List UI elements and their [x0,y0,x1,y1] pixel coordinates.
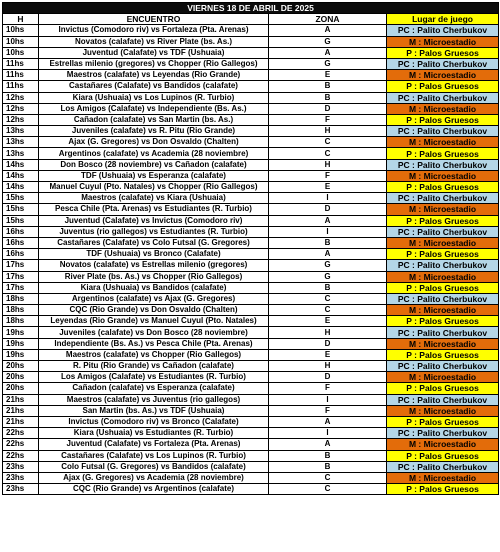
table-row [3,450,499,461]
match-teams: CQC (Rio Grande) vs Don Osvaldo (Chalten) [39,305,269,316]
match-teams: Juventus (rio gallegos) vs Estudiantes (R. Turbio) [39,226,269,237]
match-zone: I [269,226,387,237]
match-time: 15hs [3,193,39,204]
match-zone: H [269,126,387,137]
match-zone: B [269,92,387,103]
match-venue: PC : Palito Cherbukov [387,193,499,204]
table-row [3,70,499,81]
match-teams: Cañadon (calafate) vs Esperanza (calafate) [39,383,269,394]
table-row [3,416,499,427]
match-teams: Los Amigos (Calafate) vs Estudiantes (R. Turbio) [39,372,269,383]
match-zone: C [269,137,387,148]
match-teams: Ajax (G. Gregores) vs Don Osvaldo (Chalten) [39,137,269,148]
match-time: 14hs [3,159,39,170]
match-teams: TDF (Ushuaia) vs Esperanza (calafate) [39,170,269,181]
match-time: 11hs [3,58,39,69]
match-time: 22hs [3,450,39,461]
match-time: 23hs [3,484,39,495]
match-zone: G [269,36,387,47]
header-lugar: Lugar de juego [387,14,499,25]
match-venue: PC : Palito Cherbukov [387,92,499,103]
match-zone: D [269,338,387,349]
match-time: 16hs [3,237,39,248]
match-teams: Manuel Cuyul (Pto. Natales) vs Chopper (Rio Gallegos) [39,182,269,193]
match-venue: P : Palos Gruesos [387,416,499,427]
fixture-sheet [2,2,499,495]
match-time: 11hs [3,81,39,92]
match-zone: A [269,215,387,226]
table-row [3,193,499,204]
match-time: 13hs [3,126,39,137]
match-teams: Maestros (calafate) vs Kiara (Ushuaia) [39,193,269,204]
match-venue: P : Palos Gruesos [387,383,499,394]
match-teams: Kiara (Ushuaia) vs Los Lupinos (R. Turbio) [39,92,269,103]
match-venue: P : Palos Gruesos [387,249,499,260]
match-venue: P : Palos Gruesos [387,114,499,125]
table-row [3,472,499,483]
table-row [3,159,499,170]
match-zone: G [269,260,387,271]
match-venue: M : Microestadio [387,103,499,114]
match-time: 18hs [3,293,39,304]
match-venue: P : Palos Gruesos [387,81,499,92]
match-time: 20hs [3,383,39,394]
table-row [3,58,499,69]
match-venue: PC : Palito Cherbukov [387,159,499,170]
table-row [3,361,499,372]
match-teams: Cañadon (calafate) vs San Martin (bs. As.) [39,114,269,125]
header-encuentro: ENCUENTRO [39,14,269,25]
table-row [3,439,499,450]
match-venue: PC : Palito Cherbukov [387,428,499,439]
table-row [3,249,499,260]
match-time: 15hs [3,215,39,226]
match-teams: Ajax (G. Gregores) vs Academia (28 noviembre) [39,472,269,483]
match-teams: Pesca Chile (Pta. Arenas) vs Estudiantes (R. Turbio) [39,204,269,215]
table-row [3,103,499,114]
match-teams: Invictus (Comodoro riv) vs Bronco (Calafate) [39,416,269,427]
table-row [3,271,499,282]
match-zone: C [269,148,387,159]
match-time: 16hs [3,226,39,237]
match-venue: P : Palos Gruesos [387,148,499,159]
match-time: 21hs [3,416,39,427]
table-row [3,383,499,394]
match-teams: Don Bosco (28 noviembre) vs Cañadon (calafate) [39,159,269,170]
table-row [3,92,499,103]
match-zone: A [269,249,387,260]
match-venue: PC : Palito Cherbukov [387,293,499,304]
match-venue: M : Microestadio [387,372,499,383]
match-teams: Juveniles (calafate) vs Don Bosco (28 noviembre) [39,327,269,338]
header-hora: H [3,14,39,25]
match-venue: PC : Palito Cherbukov [387,394,499,405]
table-row [3,305,499,316]
match-zone: H [269,361,387,372]
match-time: 12hs [3,103,39,114]
table-row [3,293,499,304]
table-row [3,215,499,226]
match-time: 15hs [3,204,39,215]
match-venue: M : Microestadio [387,137,499,148]
match-time: 12hs [3,92,39,103]
match-teams: River Plate (bs. As.) vs Chopper (Rio Gallegos) [39,271,269,282]
match-zone: H [269,327,387,338]
match-venue: M : Microestadio [387,70,499,81]
match-teams: Argentinos (calafate) vs Ajax (G. Gregores) [39,293,269,304]
match-venue: M : Microestadio [387,170,499,181]
table-row [3,237,499,248]
header-row [3,14,499,25]
table-row [3,338,499,349]
table-row [3,126,499,137]
match-zone: I [269,428,387,439]
match-zone: G [269,58,387,69]
match-venue: PC : Palito Cherbukov [387,25,499,36]
match-zone: D [269,103,387,114]
match-zone: D [269,204,387,215]
match-zone: A [269,439,387,450]
table-row [3,405,499,416]
table-row [3,428,499,439]
match-time: 12hs [3,114,39,125]
match-time: 19hs [3,349,39,360]
table-row [3,114,499,125]
match-zone: I [269,394,387,405]
table-row [3,260,499,271]
match-time: 17hs [3,260,39,271]
match-teams: Kiara (Ushuaia) vs Estudiantes (R. Turbio) [39,428,269,439]
match-venue: PC : Palito Cherbukov [387,260,499,271]
match-venue: M : Microestadio [387,472,499,483]
table-row [3,170,499,181]
match-venue: P : Palos Gruesos [387,182,499,193]
match-venue: M : Microestadio [387,305,499,316]
match-zone: E [269,349,387,360]
match-teams: Juventud (Calafate) vs Fortaleza (Pta. Arenas) [39,439,269,450]
match-teams: Castañares (Calafate) vs Colo Futsal (G. Gregores) [39,237,269,248]
match-teams: TDF (Ushuaia) vs Bronco (Calafate) [39,249,269,260]
match-venue: M : Microestadio [387,204,499,215]
match-venue: M : Microestadio [387,271,499,282]
match-teams: Maestros (calafate) vs Leyendas (Rio Grande) [39,70,269,81]
match-time: 18hs [3,316,39,327]
match-venue: P : Palos Gruesos [387,282,499,293]
fixture-table [2,2,499,495]
match-time: 10hs [3,36,39,47]
match-venue: PC : Palito Cherbukov [387,126,499,137]
match-venue: M : Microestadio [387,338,499,349]
match-venue: M : Microestadio [387,405,499,416]
match-zone: A [269,416,387,427]
table-row [3,484,499,495]
match-time: 21hs [3,405,39,416]
match-venue: P : Palos Gruesos [387,484,499,495]
table-row [3,349,499,360]
header-zona: ZONA [269,14,387,25]
match-time: 18hs [3,305,39,316]
title-row [3,3,499,14]
table-row [3,226,499,237]
match-time: 20hs [3,361,39,372]
match-time: 19hs [3,327,39,338]
match-teams: Kiara (Ushuaia) vs Bandidos (calafate) [39,282,269,293]
match-time: 13hs [3,148,39,159]
match-zone: C [269,484,387,495]
match-time: 17hs [3,271,39,282]
match-time: 13hs [3,137,39,148]
match-zone: B [269,450,387,461]
match-venue: P : Palos Gruesos [387,47,499,58]
match-time: 11hs [3,70,39,81]
match-time: 23hs [3,472,39,483]
match-venue: P : Palos Gruesos [387,316,499,327]
match-zone: A [269,47,387,58]
table-row [3,137,499,148]
match-teams: Castañares (Calafate) vs Bandidos (calafate) [39,81,269,92]
match-zone: E [269,182,387,193]
match-venue: M : Microestadio [387,439,499,450]
match-time: 19hs [3,338,39,349]
match-venue: M : Microestadio [387,36,499,47]
match-time: 10hs [3,25,39,36]
match-venue: PC : Palito Cherbukov [387,58,499,69]
match-teams: Colo Futsal (G. Gregores) vs Bandidos (calafate) [39,461,269,472]
match-teams: Los Amigos (Calafate) vs Independiente (Bs. As.) [39,103,269,114]
match-zone: D [269,372,387,383]
sheet-title: VIERNES 18 DE ABRIL DE 2025 [3,3,499,14]
match-zone: C [269,293,387,304]
match-teams: Novatos (calafate) vs River Plate (bs. As.) [39,36,269,47]
match-zone: B [269,81,387,92]
match-teams: Maestros (calafate) vs Chopper (Rio Gallegos) [39,349,269,360]
table-row [3,148,499,159]
table-row [3,47,499,58]
match-time: 14hs [3,170,39,181]
match-zone: E [269,316,387,327]
table-row [3,182,499,193]
match-teams: Argentinos (calafate) vs Academia (28 noviembre) [39,148,269,159]
match-venue: P : Palos Gruesos [387,215,499,226]
match-time: 22hs [3,428,39,439]
match-teams: Invictus (Comodoro riv) vs Fortaleza (Pta. Arenas) [39,25,269,36]
match-teams: Independiente (Bs. As.) vs Pesca Chile (Pta. Arenas) [39,338,269,349]
match-venue: M : Microestadio [387,237,499,248]
match-zone: B [269,237,387,248]
match-zone: A [269,25,387,36]
match-time: 10hs [3,47,39,58]
table-row [3,25,499,36]
match-venue: PC : Palito Cherbukov [387,226,499,237]
table-row [3,282,499,293]
match-zone: F [269,114,387,125]
match-time: 23hs [3,461,39,472]
table-row [3,316,499,327]
match-zone: C [269,472,387,483]
table-row [3,327,499,338]
match-time: 22hs [3,439,39,450]
table-row [3,81,499,92]
table-row [3,461,499,472]
match-teams: R. Pitu (Rio Grande) vs Cañadon (calafate) [39,361,269,372]
table-row [3,204,499,215]
match-teams: Novatos (calafate) vs Estrellas milenio (gregores) [39,260,269,271]
match-time: 16hs [3,249,39,260]
match-zone: E [269,70,387,81]
match-teams: Juventud (Calafate) vs Invictus (Comodoro riv) [39,215,269,226]
match-zone: F [269,383,387,394]
match-time: 20hs [3,372,39,383]
match-venue: PC : Palito Cherbukov [387,327,499,338]
match-teams: Juventud (Calafate) vs TDF (Ushuaia) [39,47,269,58]
match-time: 21hs [3,394,39,405]
match-zone: H [269,159,387,170]
match-teams: Maestros (calafate) vs Juventus (rio gallegos) [39,394,269,405]
match-zone: I [269,193,387,204]
match-teams: San Martin (bs. As.) vs TDF (Ushuaia) [39,405,269,416]
match-venue: PC : Palito Cherbukov [387,361,499,372]
match-time: 14hs [3,182,39,193]
match-venue: PC : Palito Cherbukov [387,461,499,472]
match-zone: B [269,282,387,293]
match-venue: P : Palos Gruesos [387,349,499,360]
match-venue: P : Palos Gruesos [387,450,499,461]
match-zone: F [269,170,387,181]
match-zone: G [269,271,387,282]
match-zone: F [269,405,387,416]
match-zone: B [269,461,387,472]
table-row [3,372,499,383]
table-row [3,36,499,47]
match-teams: Castañares (Calafate) vs Los Lupinos (R. Turbio) [39,450,269,461]
match-teams: CQC (Rio Grande) vs Argentinos (calafate) [39,484,269,495]
match-teams: Leyendas (Rio Grande) vs Manuel Cuyul (Pto. Natales) [39,316,269,327]
fixture-rows [3,25,499,495]
match-time: 17hs [3,282,39,293]
match-zone: C [269,305,387,316]
table-row [3,394,499,405]
match-teams: Estrellas milenio (gregores) vs Chopper (Rio Gallegos) [39,58,269,69]
match-teams: Juveniles (calafate) vs R. Pitu (Rio Grande) [39,126,269,137]
